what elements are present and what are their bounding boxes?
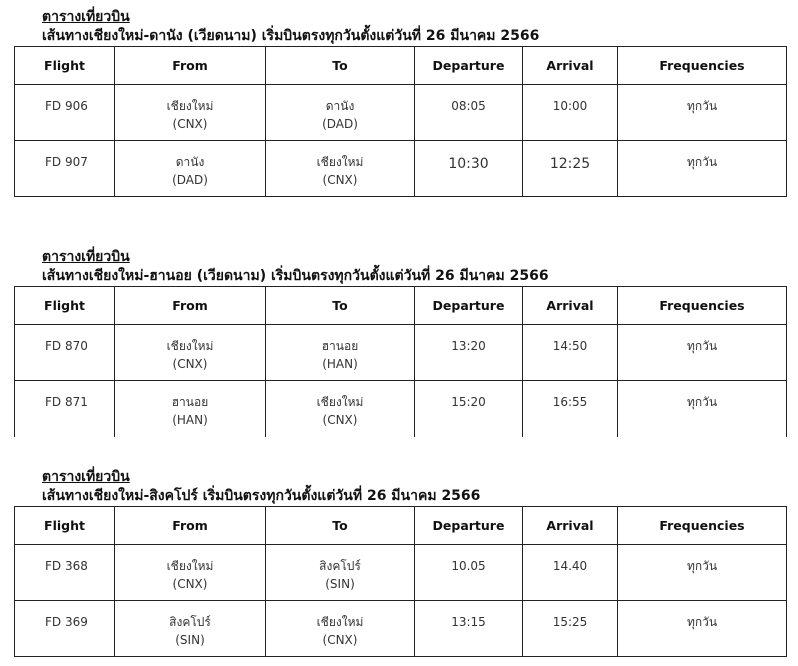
header-departure: Departure [415, 47, 523, 85]
destination-code: (CNX) [322, 413, 358, 427]
header-departure: Departure [415, 287, 523, 325]
header-to: To [266, 507, 415, 545]
arrival-time: 14.40 [523, 545, 618, 601]
section-title: ตารางเที่ยวบิน [42, 469, 130, 485]
destination-city: สิงคโปร์ [319, 559, 361, 573]
origin-code: (HAN) [172, 413, 208, 427]
header-arrival: Arrival [523, 287, 618, 325]
table-row [15, 325, 787, 381]
origin-cell [115, 381, 266, 437]
origin-code: (CNX) [172, 357, 208, 371]
departure-time: 13:15 [415, 601, 523, 657]
frequency: ทุกวัน [618, 545, 787, 601]
route-heading: เส้นทางเชียงใหม่-ดานัง (เวียดนาม) เริ่มบินตรงทุกวันตั้งแต่วันที่ 26 มีนาคม 2566 [42, 28, 540, 44]
flight-schedule-table [14, 506, 787, 657]
origin-city: ฮานอย [171, 395, 209, 409]
header-to: To [266, 287, 415, 325]
section-title: ตารางเที่ยวบิน [42, 249, 130, 265]
destination-code: (CNX) [322, 173, 358, 187]
destination-cell [266, 141, 415, 197]
arrival-time: 10:00 [523, 85, 618, 141]
origin-code: (CNX) [172, 117, 208, 131]
header-flight: Flight [15, 507, 115, 545]
table-header-row [15, 287, 787, 325]
origin-code: (SIN) [175, 633, 205, 647]
flight-number: FD 369 [15, 601, 115, 657]
frequency: ทุกวัน [618, 325, 787, 381]
frequency: ทุกวัน [618, 141, 787, 197]
section-title: ตารางเที่ยวบิน [42, 9, 130, 25]
origin-cell [115, 141, 266, 197]
arrival-time: 12:25 [523, 141, 618, 197]
destination-code: (SIN) [325, 577, 355, 591]
flight-schedule-table [14, 46, 787, 197]
arrival-time: 14:50 [523, 325, 618, 381]
origin-city: สิงคโปร์ [169, 615, 211, 629]
destination-code: (HAN) [322, 357, 358, 371]
header-departure: Departure [415, 507, 523, 545]
header-from: From [115, 47, 266, 85]
flight-number: FD 907 [15, 141, 115, 197]
destination-city: ฮานอย [321, 339, 359, 353]
flight-schedule-table [14, 286, 787, 437]
origin-code: (CNX) [172, 577, 208, 591]
table-header-row [15, 507, 787, 545]
header-frequencies: Frequencies [618, 287, 787, 325]
header-from: From [115, 287, 266, 325]
origin-city: เชียงใหม่ [166, 559, 214, 573]
origin-cell [115, 545, 266, 601]
route-heading: เส้นทางเชียงใหม่-สิงคโปร์ เริ่มบินตรงทุกวันตั้งแต่วันที่ 26 มีนาคม 2566 [42, 488, 481, 504]
destination-cell [266, 381, 415, 437]
frequency: ทุกวัน [618, 85, 787, 141]
table-row [15, 545, 787, 601]
header-arrival: Arrival [523, 507, 618, 545]
frequency: ทุกวัน [618, 601, 787, 657]
destination-city: ดานัง [325, 99, 355, 113]
destination-cell [266, 601, 415, 657]
flight-number: FD 368 [15, 545, 115, 601]
frequency: ทุกวัน [618, 381, 787, 437]
header-frequencies: Frequencies [618, 47, 787, 85]
origin-cell [115, 601, 266, 657]
destination-city: เชียงใหม่ [316, 615, 364, 629]
table-row [15, 381, 787, 437]
flight-number: FD 871 [15, 381, 115, 437]
destination-cell [266, 325, 415, 381]
table-row [15, 85, 787, 141]
destination-cell [266, 85, 415, 141]
departure-time: 13:20 [415, 325, 523, 381]
origin-city: เชียงใหม่ [166, 99, 214, 113]
destination-code: (DAD) [322, 117, 358, 131]
header-arrival: Arrival [523, 47, 618, 85]
header-flight: Flight [15, 287, 115, 325]
departure-time: 08:05 [415, 85, 523, 141]
flight-number: FD 906 [15, 85, 115, 141]
header-to: To [266, 47, 415, 85]
origin-cell [115, 325, 266, 381]
arrival-time: 16:55 [523, 381, 618, 437]
destination-cell [266, 545, 415, 601]
departure-time: 10.05 [415, 545, 523, 601]
origin-city: เชียงใหม่ [166, 339, 214, 353]
destination-city: เชียงใหม่ [316, 155, 364, 169]
departure-time: 10:30 [415, 141, 523, 197]
table-row [15, 601, 787, 657]
origin-city: ดานัง [175, 155, 205, 169]
flight-number: FD 870 [15, 325, 115, 381]
header-flight: Flight [15, 47, 115, 85]
origin-cell [115, 85, 266, 141]
destination-code: (CNX) [322, 633, 358, 647]
table-row [15, 141, 787, 197]
origin-code: (DAD) [172, 173, 208, 187]
route-heading: เส้นทางเชียงใหม่-ฮานอย (เวียดนาม) เริ่มบินตรงทุกวันตั้งแต่วันที่ 26 มีนาคม 2566 [42, 268, 549, 284]
arrival-time: 15:25 [523, 601, 618, 657]
destination-city: เชียงใหม่ [316, 395, 364, 409]
header-frequencies: Frequencies [618, 507, 787, 545]
departure-time: 15:20 [415, 381, 523, 437]
table-header-row [15, 47, 787, 85]
header-from: From [115, 507, 266, 545]
